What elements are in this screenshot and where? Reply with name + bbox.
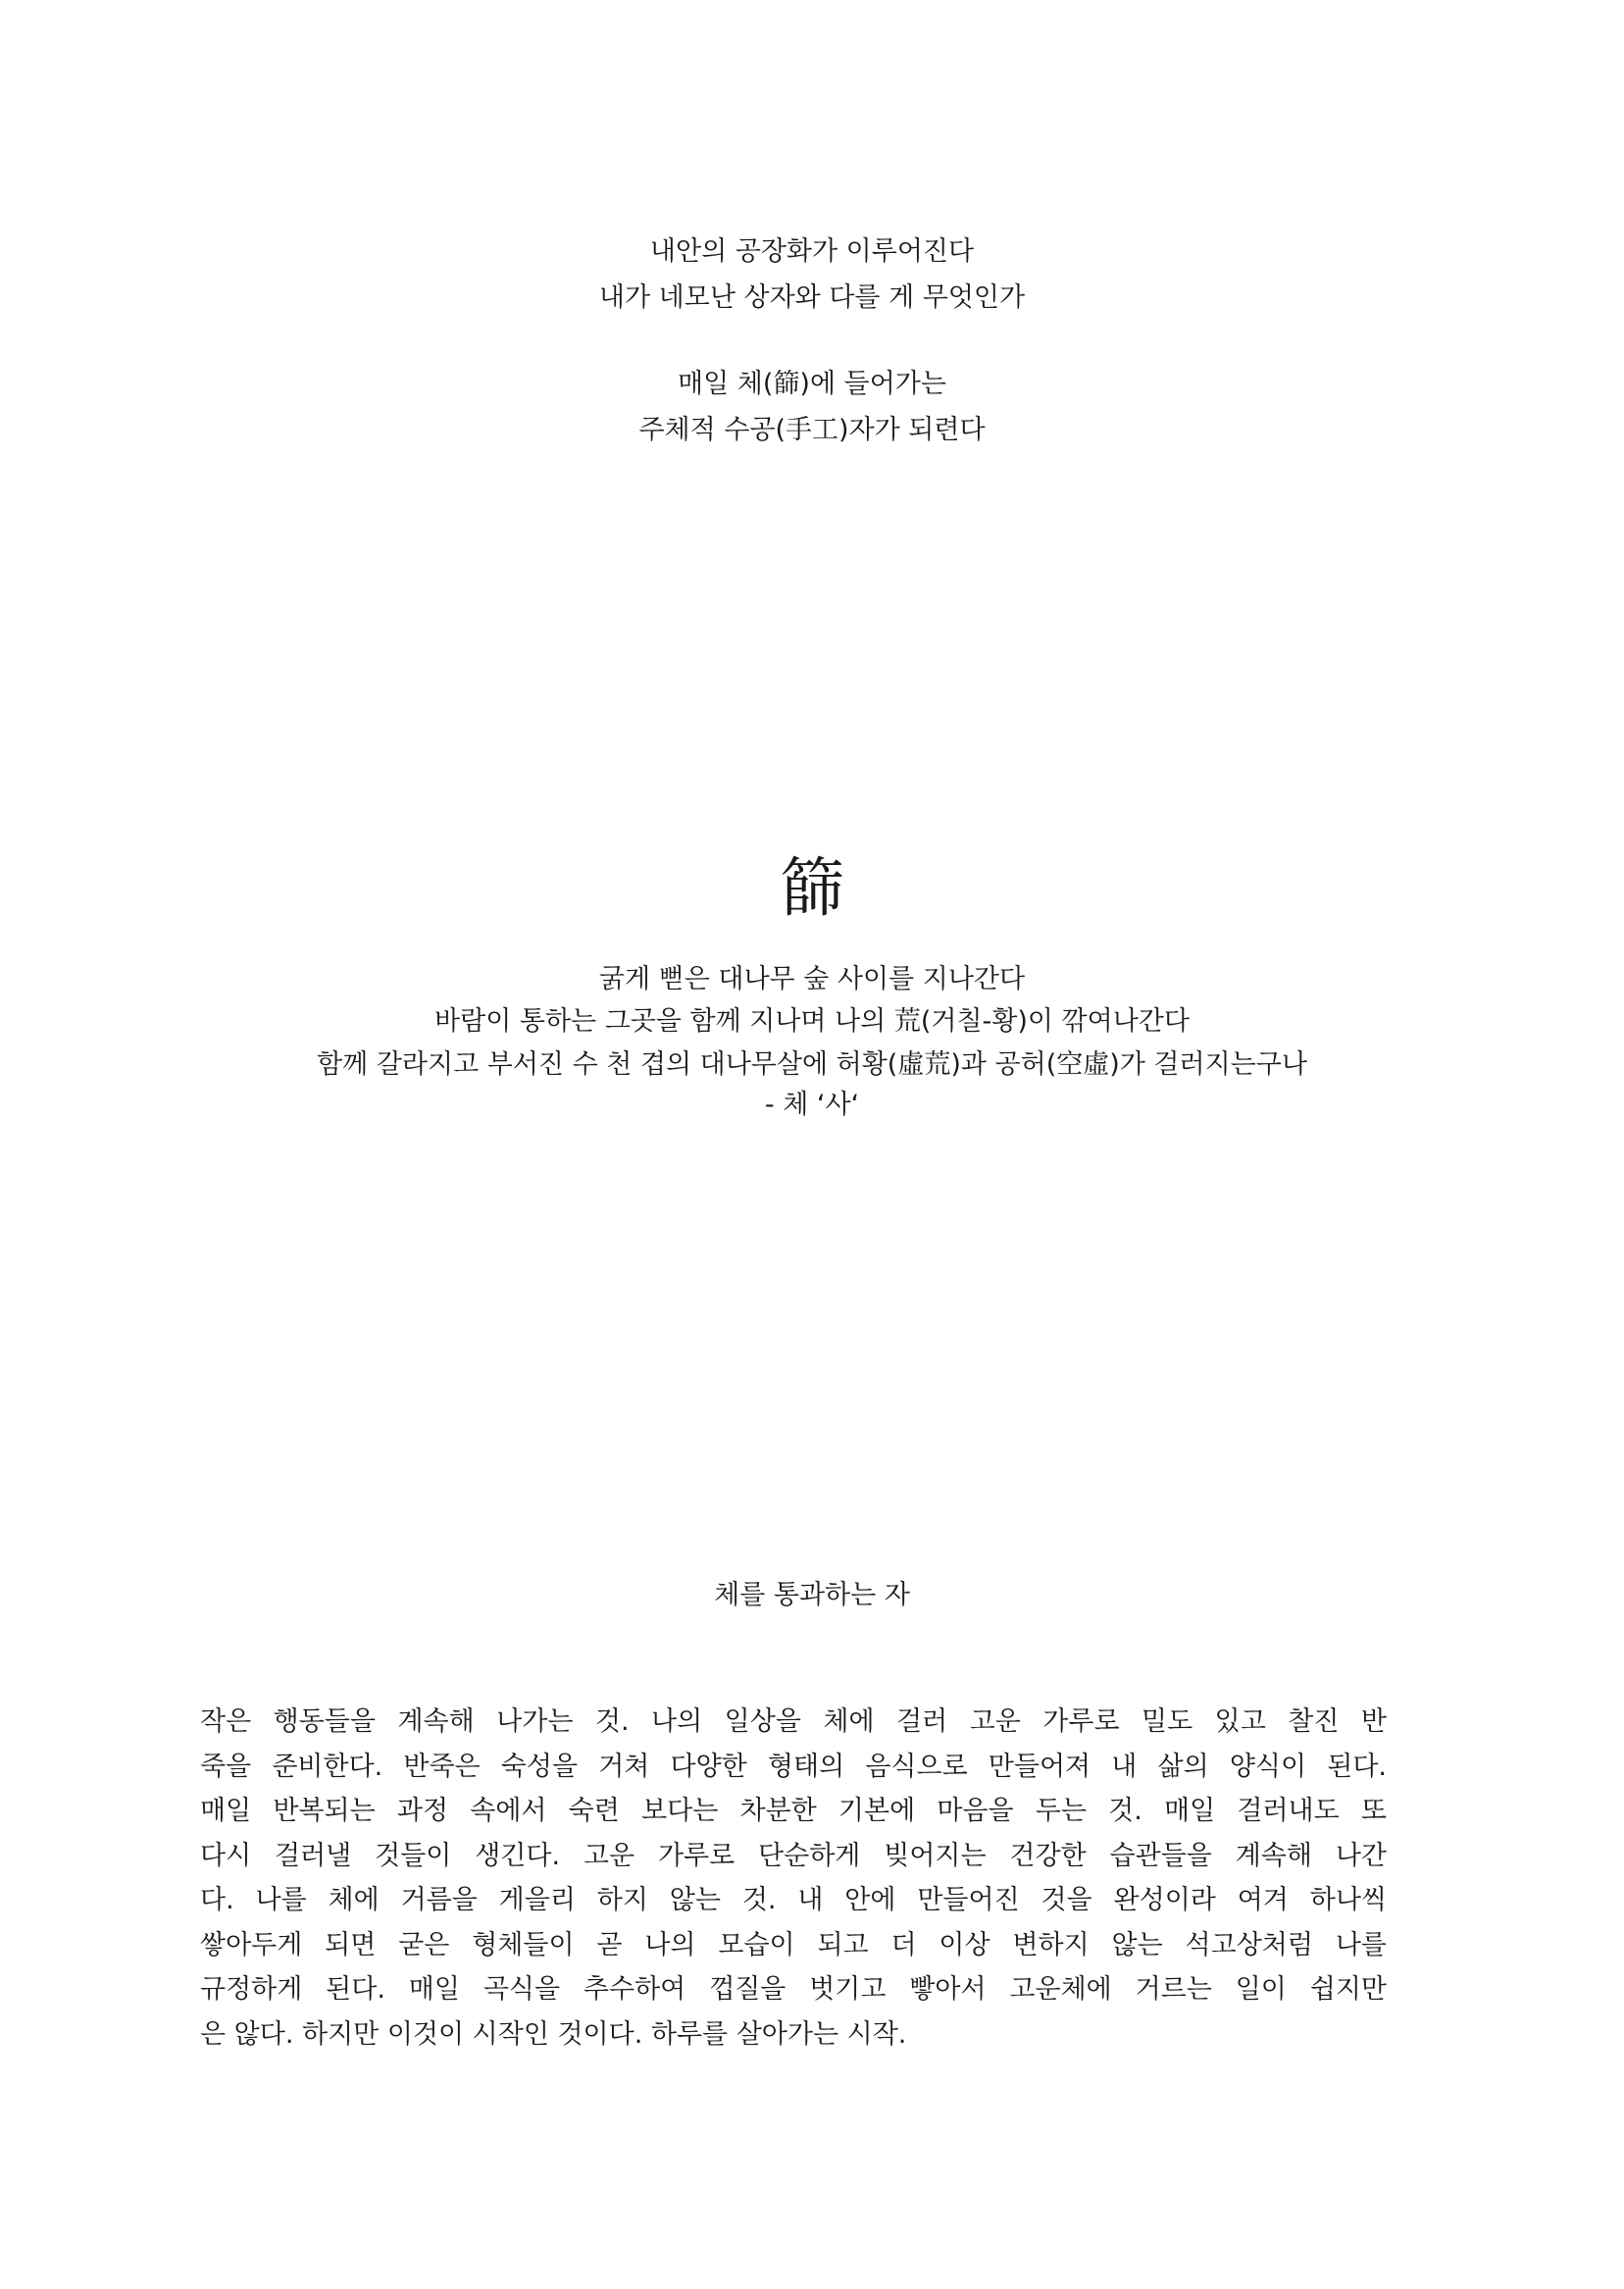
essay-line: 작은 행동들을 계속해 나가는 것. 나의 일상을 체에 걸러 고운 가루로 밀도 있고 찰진 반 bbox=[200, 1706, 1387, 1737]
poem1-line-4: 주체적 수공(手工)자가 되련다 bbox=[638, 415, 986, 445]
title-character: 篩 bbox=[780, 850, 844, 926]
essay-body bbox=[200, 1700, 1387, 2057]
essay-line: 다. 나를 체에 거름을 게을리 하지 않는 것. 내 안에 만들어진 것을 완성이라 여겨 하나씩 bbox=[200, 1885, 1387, 1915]
poem2-attribution: - 체 ‘사‘ bbox=[764, 1090, 860, 1120]
essay-line: 쌓아두게 되면 굳은 형체들이 곧 나의 모습이 되고 더 이상 변하지 않는 석고상처럼 나를 bbox=[200, 1929, 1387, 1960]
poem2-line-3: 함께 갈라지고 부서진 수 천 겹의 대나무살에 허황(虛荒)과 공허(空虛)가 걸러지는구나 bbox=[317, 1049, 1307, 1080]
poem2-line-2: 바람이 통하는 그곳을 함께 지나며 나의 荒(거칠-황)이 깎여나간다 bbox=[434, 1006, 1190, 1037]
essay-heading: 체를 통과하는 자 bbox=[714, 1580, 910, 1610]
essay-line: 다시 걸러낼 것들이 생긴다. 고운 가루로 단순하게 빚어지는 건강한 습관들을 계속해 나간 bbox=[200, 1840, 1387, 1871]
poem1-line-2: 내가 네모난 상자와 다를 게 무엇인가 bbox=[598, 282, 1026, 313]
poem1-line-3: 매일 체(篩)에 들어가는 bbox=[678, 369, 946, 399]
poem2-line-1: 굵게 뻗은 대나무 숲 사이를 지나간다 bbox=[598, 964, 1026, 994]
essay-line: 매일 반복되는 과정 속에서 숙련 보다는 차분한 기본에 마음을 두는 것. 매일 걸러내도 또 bbox=[200, 1796, 1387, 1826]
essay-line: 죽을 준비한다. 반죽은 숙성을 거쳐 다양한 형태의 음식으로 만들어져 내 삶의 양식이 된다. bbox=[200, 1751, 1387, 1782]
poem1-line-1: 내안의 공장화가 이루어진다 bbox=[649, 236, 975, 267]
essay-line: 규정하게 된다. 매일 곡식을 추수하여 껍질을 벗기고 빻아서 고운체에 거르는 일이 쉽지만 bbox=[200, 1974, 1387, 2005]
essay-line: 은 않다. 하지만 이것이 시작인 것이다. 하루를 살아가는 시작. bbox=[200, 2018, 907, 2050]
